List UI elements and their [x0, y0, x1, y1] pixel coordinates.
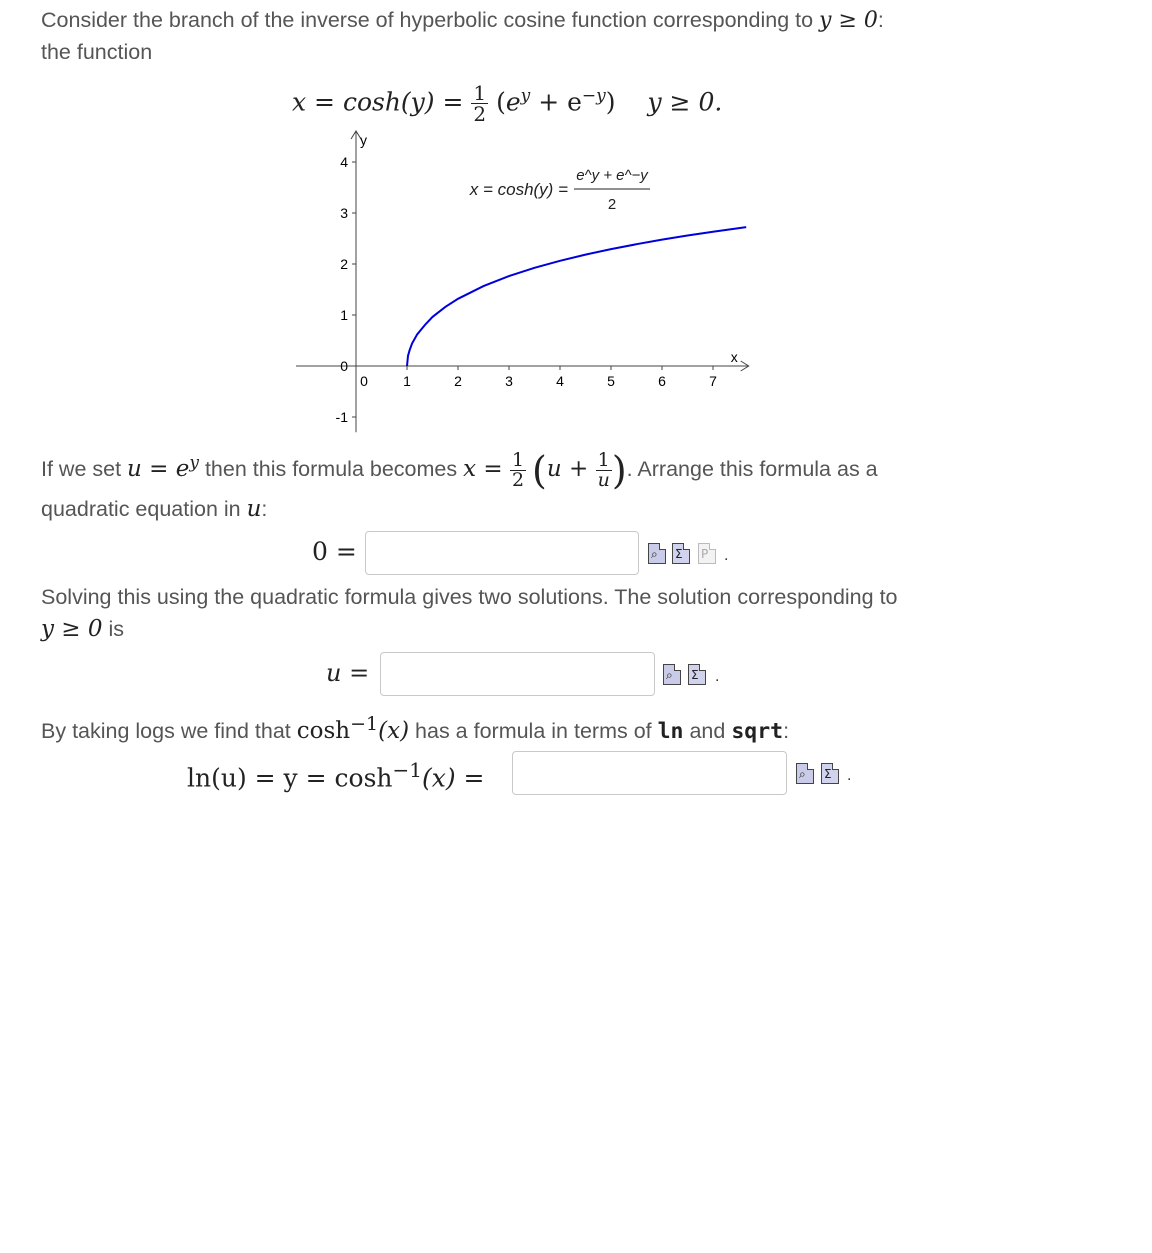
x-tick-label: 4 — [556, 373, 564, 389]
curve-line — [407, 227, 746, 366]
x-tick-label: 6 — [658, 373, 666, 389]
plain-text-icon[interactable]: P — [698, 543, 716, 564]
y-tick-label: -1 — [335, 409, 348, 425]
preview-icon[interactable]: ⌕ — [648, 543, 666, 564]
x-tick-label: 1 — [403, 373, 411, 389]
x-tick-label: 0 — [360, 373, 368, 389]
y-tick-label: 0 — [340, 358, 348, 374]
x-tick-label: 7 — [709, 373, 717, 389]
intro-line-2: the function — [41, 40, 153, 64]
answer-1-label: 0 = — [312, 537, 357, 566]
answer-2-dot: . — [715, 668, 720, 685]
chart-title-numerator: e^y + e^−y — [576, 167, 648, 184]
y-tick-label: 4 — [340, 154, 348, 170]
main-formula: x = cosh(y) = $\frac{1}{2}$ $(e^y + e^{-y}) y \ge 0$. — [292, 81, 723, 127]
y-tick-label: 3 — [340, 205, 348, 221]
answer-1-dot: . — [724, 547, 729, 564]
answer-1-input[interactable] — [365, 531, 639, 575]
substitution-reciprocal: $\frac{1}{u}$ — [597, 448, 610, 491]
preview-icon[interactable]: ⌕ — [663, 664, 681, 685]
answer-2-input[interactable] — [380, 652, 655, 696]
chart-title-lhs: x = cosh(y) = — [469, 180, 568, 199]
cosh-graph — [280, 125, 760, 435]
formula-condition: y ≥ 0. — [647, 87, 723, 117]
y-axis-label: y — [360, 132, 367, 148]
intro-condition: y ≥ 0 — [819, 8, 878, 33]
y-tick-label: 2 — [340, 256, 348, 272]
intro-text: Consider the branch of the inverse of hyperbolic cosine function corresponding to — [41, 8, 820, 32]
logs-line: By taking logs we find that $\cosh^{-1}(x)$ has a formula in terms of ln and sqrt: — [41, 713, 790, 745]
answer-2-label: u = — [326, 659, 370, 687]
x-tick-label: 5 — [607, 373, 615, 389]
intro-line-1 — [41, 8, 884, 33]
answer-3-label: $\ln(u) = y = \cosh^{-1}(x)$ = — [187, 758, 485, 793]
equation-editor-icon[interactable]: Σ — [688, 664, 706, 685]
y-tick-label: 1 — [340, 307, 348, 323]
x-tick-label: 2 — [454, 373, 462, 389]
x-tick-label: 3 — [505, 373, 513, 389]
solving-line-1: Solving this using the quadratic formula gives two solutions. The solution corresponding to — [41, 585, 898, 609]
answer-3-dot: . — [847, 767, 852, 784]
intro-colon: : — [877, 8, 884, 32]
formula-lhs: x = cosh(y) = — [292, 87, 472, 117]
substitution-half: $\frac{1}{2}$ — [511, 448, 525, 491]
equation-editor-icon[interactable]: Σ — [672, 543, 690, 564]
preview-icon[interactable]: ⌕ — [796, 763, 814, 784]
formula-half: $\frac{1}{2}$ — [473, 81, 487, 127]
substitution-line-1: If we set $u = e^y$ then this formula becomes x = $\frac{1}{2}$ (u + $\frac{1}{u}$ ). Arrange this formula as a — [41, 448, 878, 493]
substitution-line-2: quadratic equation in u: — [41, 496, 268, 522]
answer-3-input[interactable] — [512, 751, 787, 795]
equation-editor-icon[interactable]: Σ — [821, 763, 839, 784]
chart-title-denominator: 2 — [607, 196, 617, 213]
x-axis-label: x — [730, 349, 738, 365]
solving-line-2: y ≥ 0 is — [41, 616, 125, 642]
